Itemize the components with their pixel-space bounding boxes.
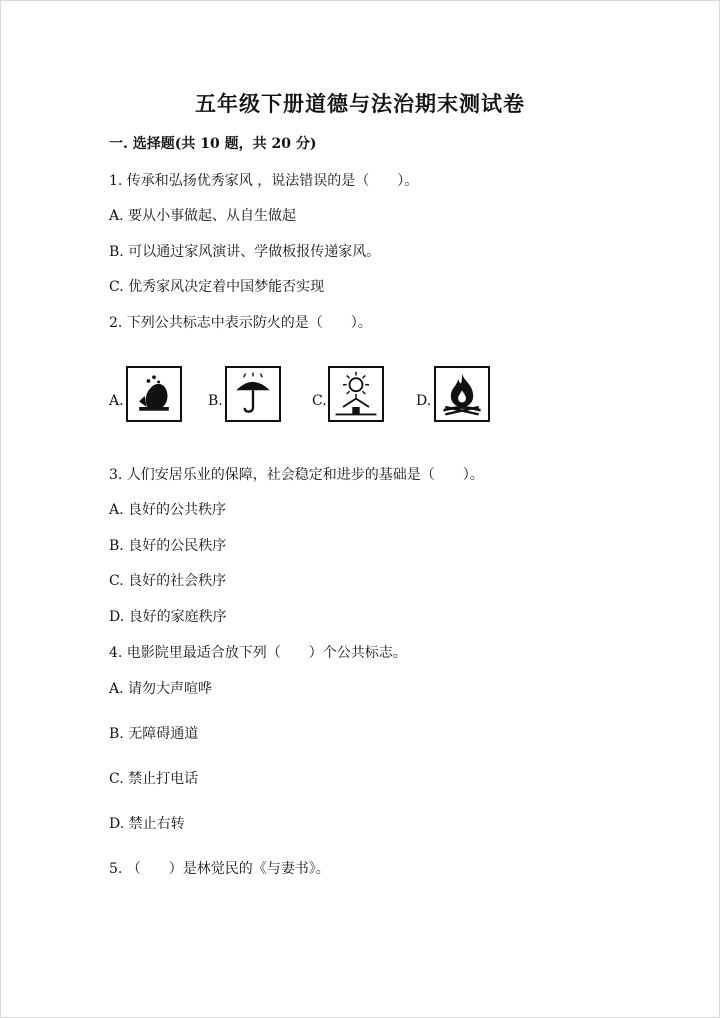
question-2-option-b-label: B. — [208, 393, 223, 409]
question-2-option-d-label: D. — [416, 393, 432, 409]
question-3-option-a: A. 良好的公共秩序 — [109, 502, 227, 518]
question-2-stem: 2. 下列公共标志中表示防火的是（ ）。 — [109, 315, 372, 331]
question-4-stem: 4. 电影院里最适合放下列（ ）个公共标志。 — [109, 645, 407, 661]
question-3-option-d: D. 良好的家庭秩序 — [109, 609, 227, 625]
question-5-stem: 5. （ ）是林觉民的《与妻书》。 — [109, 861, 330, 877]
question-2-option-a-label: A. — [109, 393, 124, 409]
question-4-option-c: C. 禁止打电话 — [109, 771, 199, 787]
keep-dry-umbrella-sign-icon — [225, 366, 281, 422]
question-1-option-c: C. 优秀家风决定着中国梦能否实现 — [109, 279, 325, 295]
keep-out-of-sun-sign-icon — [328, 366, 384, 422]
question-4-option-a: A. 请勿大声喧哗 — [109, 681, 213, 697]
page-title: 五年级下册道德与法治期末测试卷 — [195, 91, 525, 116]
question-1-stem: 1. 传承和弘扬优秀家风 ，说法错误的是（ ）。 — [109, 173, 419, 189]
question-4-option-b: B. 无障碍通道 — [109, 726, 199, 742]
fire-sign-icon — [434, 366, 490, 422]
question-1-option-a: A. 要从小事做起、从自生做起 — [109, 208, 297, 224]
question-3-option-c: C. 良好的社会秩序 — [109, 573, 227, 589]
question-3-stem: 3. 人们安居乐业的保障，社会稳定和进步的基础是（ ）。 — [109, 467, 484, 483]
question-2-option-c-label: C. — [312, 393, 327, 409]
section-heading: 一. 选择题(共 10 题，共 20 分) — [109, 136, 317, 152]
question-1-option-b: B. 可以通过家风演讲、学做板报传递家风。 — [109, 244, 381, 260]
question-4-option-d: D. 禁止右转 — [109, 816, 185, 832]
wet-fragile-sign-icon — [126, 366, 182, 422]
question-3-option-b: B. 良好的公民秩序 — [109, 538, 227, 554]
